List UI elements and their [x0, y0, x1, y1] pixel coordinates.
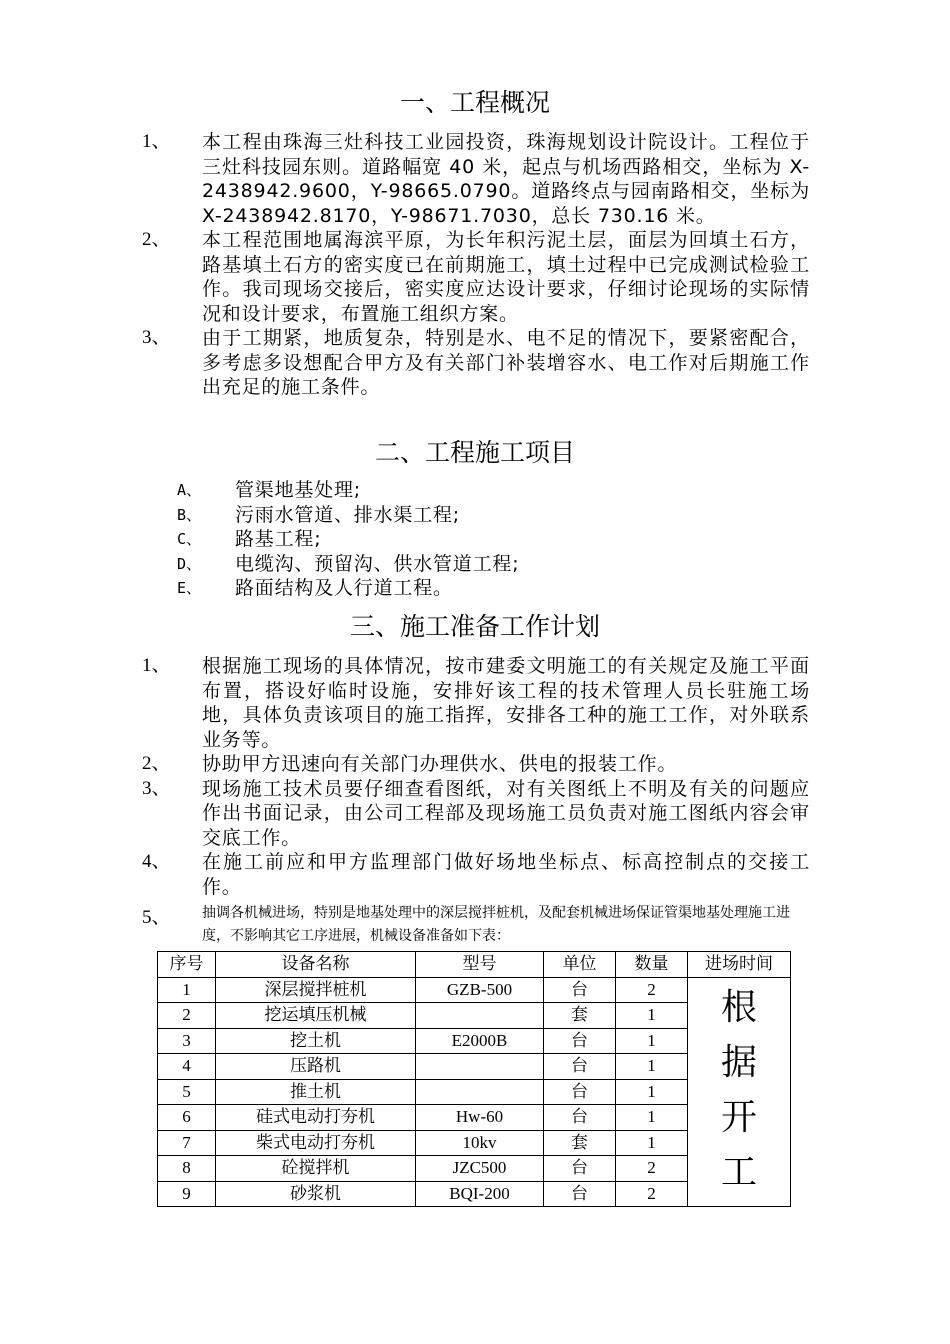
item-number: 3、 — [142, 327, 171, 348]
item-text: 在施工前应和甲方监理部门做好场地坐标点、标高控制点的交接工作。 — [202, 851, 810, 898]
cell-qty: 1 — [616, 1054, 688, 1080]
cell-model — [416, 1054, 544, 1080]
header-name: 设备名称 — [216, 952, 416, 978]
cell-no: 4 — [158, 1054, 216, 1080]
cell-no: 9 — [158, 1181, 216, 1207]
cell-unit: 套 — [544, 1130, 616, 1156]
table-header-row — [158, 952, 791, 978]
cell-model: GZB-500 — [416, 977, 544, 1003]
cell-unit: 台 — [544, 1156, 616, 1182]
cell-qty: 1 — [616, 1130, 688, 1156]
cell-no: 2 — [158, 1003, 216, 1029]
section2-heading: 二、工程施工项目 — [374, 438, 575, 467]
cell-qty: 2 — [616, 1156, 688, 1182]
cell-unit: 台 — [544, 1181, 616, 1207]
item-text: 污雨水管道、排水渠工程; — [235, 503, 461, 526]
cell-no: 6 — [158, 1105, 216, 1131]
item-text: 管渠地基处理; — [235, 479, 362, 501]
cell-model — [416, 1003, 544, 1029]
cell-qty: 1 — [616, 1028, 688, 1054]
item-text: 路面结构及人行道工程。 — [235, 577, 453, 599]
cell-name: 砼搅拌机 — [216, 1156, 416, 1182]
cell-name: 砂浆机 — [216, 1181, 416, 1207]
section3-list — [142, 654, 810, 899]
item-number: 2、 — [142, 229, 171, 250]
item-letter: E、 — [177, 579, 202, 597]
entry-time-char: 工 — [720, 1151, 757, 1193]
item-text: 现场施工技术员要仔细查看图纸，对有关图纸上不明及有关的问题应作出书面记录，由公司工程部及现场施工员负责对施工图纸内容会审交底工作。 — [202, 777, 810, 849]
cell-name: 柴式电动打夯机 — [216, 1130, 416, 1156]
cell-name: 挖运填压机械 — [216, 1003, 416, 1029]
cell-unit: 台 — [544, 1028, 616, 1054]
cell-no: 5 — [158, 1079, 216, 1105]
item-number: 5、 — [142, 907, 171, 928]
cell-model: JZC500 — [416, 1156, 544, 1182]
cell-model: Hw-60 — [416, 1105, 544, 1131]
cell-qty: 1 — [616, 1003, 688, 1029]
cell-unit: 台 — [544, 1105, 616, 1131]
item-text: 电缆沟、预留沟、供水管道工程; — [235, 552, 520, 575]
item-number: 3、 — [142, 777, 171, 799]
cell-name: 推土机 — [216, 1079, 416, 1105]
header-no: 序号 — [158, 952, 216, 978]
list-item — [142, 130, 810, 228]
item-text: 根据施工现场的具体情况，按市建委文明施工的有关规定及施工平面布置，搭设好临时设施，安排好该工程的技术管理人员长驻施工场地，具体负责该项目的施工指挥，安排各工种的施工工作，对外联系业务等。 — [202, 655, 810, 751]
item-text: 由于工期紧，地质复杂，特别是水、电不足的情况下，要紧密配合，多考虑多设想配合甲方及有关部门补装增容水、电工作对后期施工作出充足的施工条件。 — [202, 327, 810, 398]
equipment-table — [157, 951, 791, 1207]
entry-time-char: 据 — [720, 1041, 757, 1083]
section3-item5 — [142, 902, 810, 948]
cell-qty: 1 — [616, 1079, 688, 1105]
list-item — [142, 777, 810, 851]
cell-unit: 套 — [544, 1003, 616, 1029]
cell-model: 10kv — [416, 1130, 544, 1156]
item-number: 1、 — [142, 131, 171, 152]
header-model: 型号 — [416, 952, 544, 978]
list-item — [142, 850, 810, 899]
list-item — [177, 527, 519, 552]
section2-list — [177, 478, 519, 601]
cell-qty: 1 — [616, 1105, 688, 1131]
cell-no: 8 — [158, 1156, 216, 1182]
cell-name: 硅式电动打夯机 — [216, 1105, 416, 1131]
item-text: 本工程由珠海三灶科技工业园投资，珠海规划设计院设计。工程位于三灶科技园东则。道路幅宽 40 米，起点与机场西路相交，坐标为 X-2438942.9600，Y-98665.0790。道路终点与园南路相交，坐标为 X-2438942.8170，Y-98671.7030，总长 730.16 米。 — [202, 131, 810, 227]
header-unit: 单位 — [544, 952, 616, 978]
list-item — [177, 576, 519, 601]
list-item — [177, 478, 519, 503]
header-entry-time: 进场时间 — [688, 952, 791, 978]
cell-unit: 台 — [544, 1079, 616, 1105]
item-text: 抽调各机械进场，特别是地基处理中的深层搅拌桩机，及配套机械进场保证管渠地基处理施工进度，不影响其它工序进展，机械设备准备如下表： — [202, 905, 790, 944]
cell-no: 7 — [158, 1130, 216, 1156]
table-row — [158, 977, 791, 1003]
item-number: 1、 — [142, 655, 171, 676]
entry-time-char: 开 — [720, 1096, 757, 1138]
list-item — [177, 552, 519, 577]
cell-no: 3 — [158, 1028, 216, 1054]
header-qty: 数量 — [616, 952, 688, 978]
item-text: 本工程范围地属海滨平原，为长年积污泥土层，面层为回填土石方，路基填土石方的密实度已在前期施工，填土过程中已完成测试检验工作。我司现场交接后，密实度应达设计要求，仔细讨论现场的实际情况和设计要求，布置施工组织方案。 — [202, 229, 810, 325]
entry-time-char: 根 — [720, 986, 757, 1028]
cell-unit: 台 — [544, 977, 616, 1003]
cell-name: 深层搅拌桩机 — [216, 977, 416, 1003]
item-number: 2、 — [142, 753, 171, 774]
cell-model: BQI-200 — [416, 1181, 544, 1207]
item-number: 4、 — [142, 851, 171, 872]
cell-unit: 台 — [544, 1054, 616, 1080]
cell-no: 1 — [158, 977, 216, 1003]
cell-entry-time — [688, 977, 791, 1207]
section1-heading: 一、工程概况 — [399, 88, 550, 117]
cell-qty: 2 — [616, 1181, 688, 1207]
cell-name: 挖土机 — [216, 1028, 416, 1054]
item-letter: A、 — [177, 481, 202, 499]
item-letter: D、 — [177, 554, 202, 573]
item-letter: B、 — [177, 505, 202, 524]
list-item — [142, 228, 810, 326]
list-item — [142, 654, 810, 752]
section3-heading: 三、施工准备工作计划 — [349, 612, 600, 641]
cell-name: 压路机 — [216, 1054, 416, 1080]
list-item — [142, 326, 810, 400]
cell-qty: 2 — [616, 977, 688, 1003]
item-text: 路基工程; — [235, 528, 322, 550]
item-letter: C、 — [177, 530, 202, 548]
list-item — [177, 503, 519, 528]
item-text: 协助甲方迅速向有关部门办理供水、供电的报装工作。 — [202, 753, 678, 775]
list-item — [142, 752, 810, 777]
section1-list — [142, 130, 810, 400]
cell-model: E2000B — [416, 1028, 544, 1054]
cell-model — [416, 1079, 544, 1105]
